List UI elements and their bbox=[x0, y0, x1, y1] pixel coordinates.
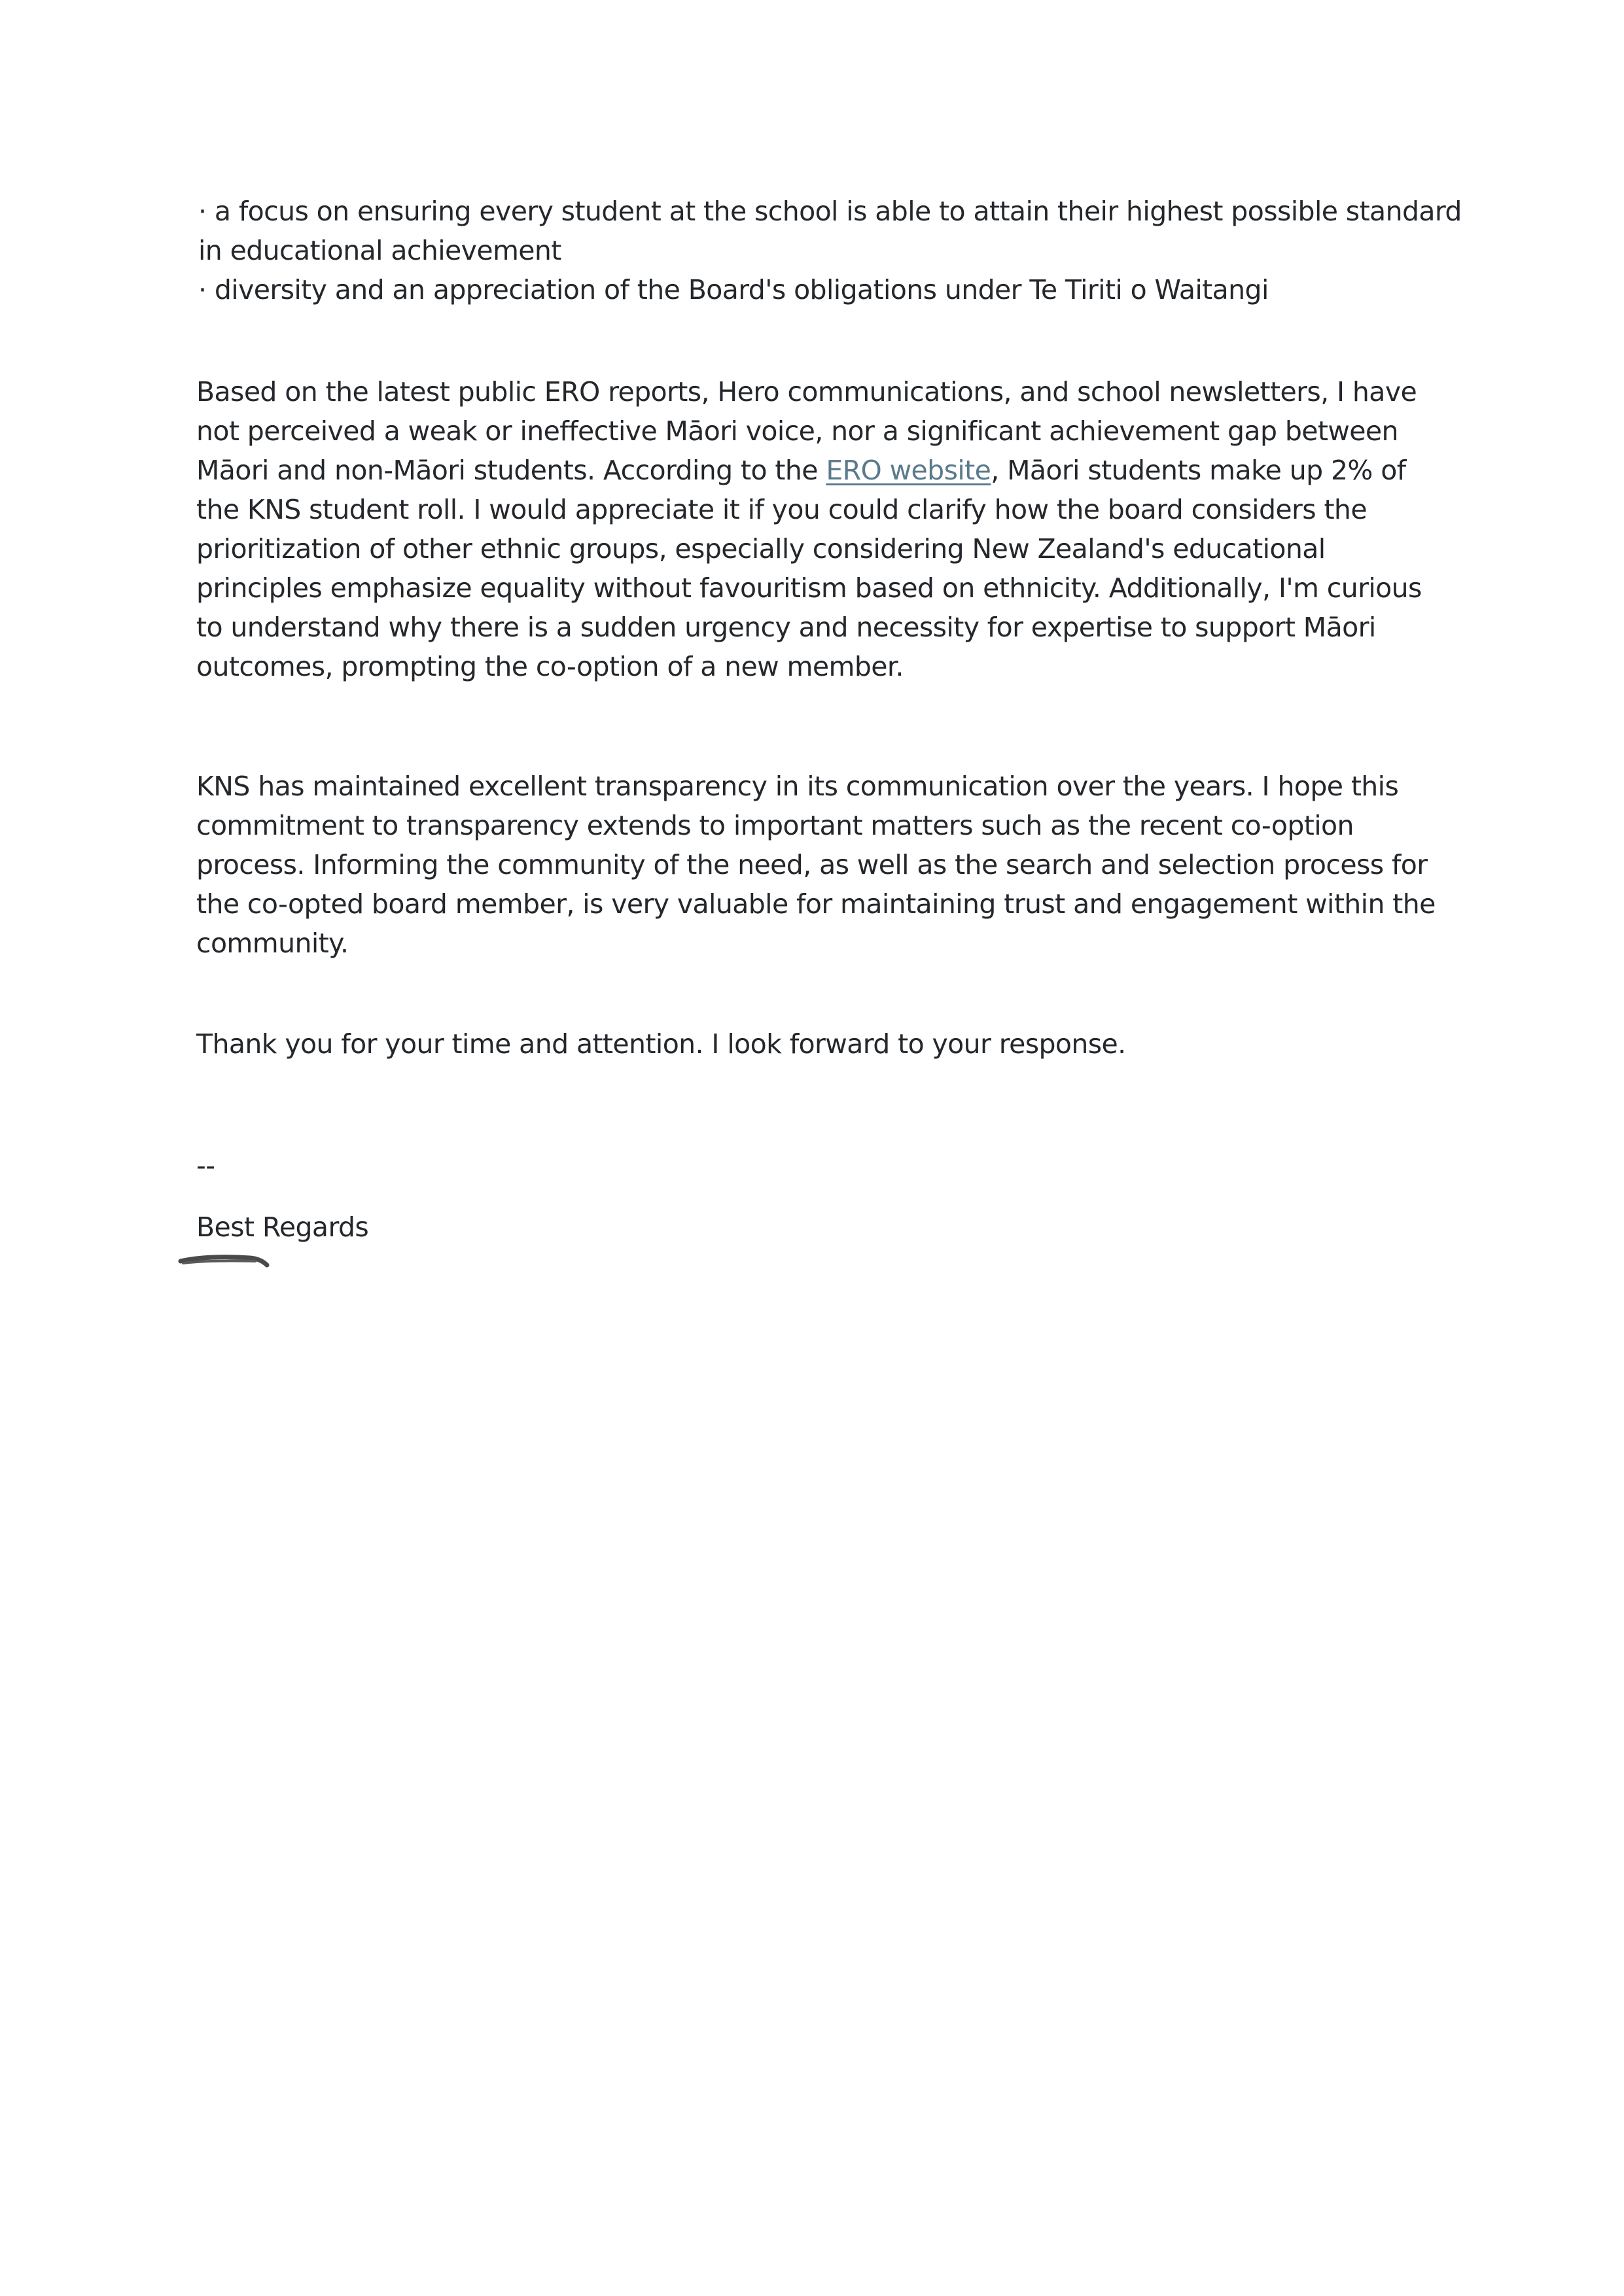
bullet-item-1: · a focus on ensuring every student at the school is able to attain their highest possible standard bbox=[198, 196, 1462, 227]
signoff bbox=[196, 1208, 1439, 1247]
paragraph-text: , Māori students make up 2% of bbox=[991, 455, 1406, 486]
paragraph-thank-you bbox=[196, 1024, 1439, 1064]
bullet-list bbox=[198, 192, 1462, 309]
bullet-item-2: · diversity and an appreciation of the Board's obligations under Te Tiriti o Waitangi bbox=[198, 274, 1269, 305]
paragraph-line: commitment to transparency extends to important matters such as the recent co-option bbox=[196, 810, 1354, 841]
paragraph-line: process. Informing the community of the need, as well as the search and selection process for bbox=[196, 849, 1428, 880]
paragraph-text: Māori and non-Māori students. According to the bbox=[196, 455, 826, 486]
separator-dashes: -- bbox=[196, 1150, 215, 1181]
paragraph-line-with-link bbox=[196, 451, 1439, 490]
paragraph-line: the KNS student roll. I would appreciate it if you could clarify how the board considers the bbox=[196, 494, 1367, 525]
paragraph-ero-reports bbox=[196, 372, 1439, 686]
paragraph-line: outcomes, prompting the co-option of a new member. bbox=[196, 651, 904, 682]
paragraph-line: the co-opted board member, is very valuable for maintaining trust and engagement within the bbox=[196, 888, 1436, 920]
paragraph-line: KNS has maintained excellent transparency in its communication over the years. I hope this bbox=[196, 771, 1399, 802]
handwritten-signature bbox=[178, 1249, 276, 1272]
ero-website-link[interactable]: ERO website bbox=[826, 455, 991, 486]
paragraph-line: prioritization of other ethnic groups, especially considering New Zealand's educational bbox=[196, 533, 1326, 565]
paragraph-line: community. bbox=[196, 928, 349, 959]
bullet-item-1-continuation: in educational achievement bbox=[198, 235, 561, 266]
signoff-text: Best Regards bbox=[196, 1211, 369, 1243]
paragraph-line: to understand why there is a sudden urgency and necessity for expertise to support Māori bbox=[196, 612, 1376, 643]
paragraph-line: principles emphasize equality without favouritism based on ethnicity. Additionally, I'm curious bbox=[196, 572, 1422, 604]
paragraph-line: Thank you for your time and attention. I look forward to your response. bbox=[196, 1028, 1126, 1060]
signature-separator bbox=[196, 1146, 1439, 1185]
paragraph-line: Based on the latest public ERO reports, Hero communications, and school newsletters, I have bbox=[196, 376, 1417, 408]
paragraph-line: not perceived a weak or ineffective Māori voice, nor a significant achievement gap between bbox=[196, 415, 1398, 447]
paragraph-transparency bbox=[196, 767, 1439, 963]
